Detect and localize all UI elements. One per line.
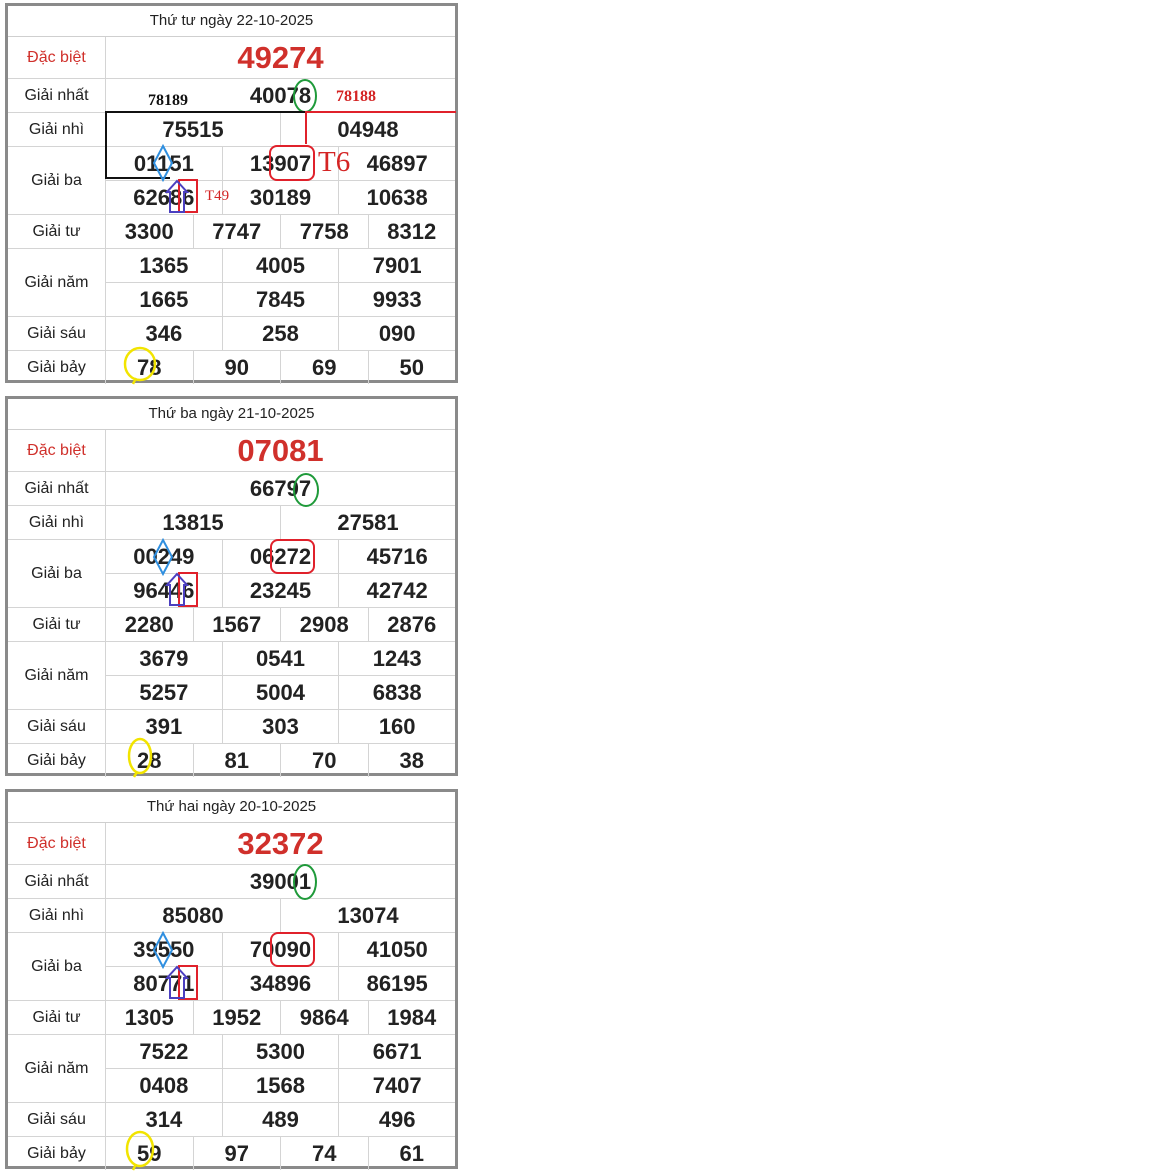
fourth-prize-value: 1567 — [193, 608, 281, 641]
label-special: Đặc biệt — [8, 823, 106, 864]
second-prize-value: 04948 — [280, 113, 455, 146]
fifth-prize-value: 3679 — [139, 645, 189, 671]
second-prize-value: 27581 — [280, 506, 455, 539]
third-prize-value: 39550 — [133, 936, 195, 962]
fifth-prize-value: 1365 — [139, 252, 189, 278]
row-fourth-prize — [8, 608, 455, 642]
fourth-prize-value: 2280 — [124, 611, 174, 637]
label-sixth: Giải sáu — [8, 317, 106, 350]
fifth-prize-value: 5257 — [139, 679, 189, 705]
fifth-prize-value: 7845 — [222, 283, 339, 316]
board-title: Thứ tư ngày 22-10-2025 — [8, 6, 455, 37]
row-first-prize — [8, 472, 455, 506]
fifth-prize-value: 7407 — [338, 1069, 455, 1102]
board-title: Thứ ba ngày 21-10-2025 — [8, 399, 455, 430]
sixth-prize-value: 489 — [222, 1103, 339, 1136]
third-prize-value: 45716 — [338, 540, 455, 573]
fifth-prize-value: 4005 — [222, 249, 339, 282]
third-prize-value: 13907 — [222, 147, 339, 180]
sixth-prize-value: 160 — [338, 710, 455, 743]
fourth-prize-value: 1952 — [193, 1001, 281, 1034]
third-prize-value: 30189 — [222, 181, 339, 214]
result-board-2 — [5, 396, 458, 776]
result-board-3 — [5, 789, 458, 1169]
fifth-prize-value: 7901 — [338, 249, 455, 282]
label-second: Giải nhì — [8, 113, 106, 146]
fourth-prize-value: 1305 — [124, 1004, 174, 1030]
seventh-prize-value: 38 — [368, 744, 456, 777]
third-prize-value: 00249 — [133, 543, 195, 569]
row-third-prize — [8, 147, 455, 215]
row-fourth-prize — [8, 215, 455, 249]
row-third-prize — [8, 933, 455, 1001]
fifth-prize-value: 1568 — [222, 1069, 339, 1102]
first-prize-value: 66797 — [249, 475, 312, 501]
label-third: Giải ba — [8, 147, 106, 214]
board-title: Thứ hai ngày 20-10-2025 — [8, 792, 455, 823]
fifth-prize-value: 0541 — [222, 642, 339, 675]
fourth-prize-value: 2876 — [368, 608, 456, 641]
label-first: Giải nhất — [8, 472, 106, 505]
row-third-prize — [8, 540, 455, 608]
row-seventh-prize — [8, 351, 455, 384]
note-number-right: 78188 — [336, 88, 376, 105]
fourth-prize-value: 3300 — [124, 218, 174, 244]
label-second: Giải nhì — [8, 506, 106, 539]
third-prize-value: 96446 — [133, 577, 195, 603]
label-seventh: Giải bảy — [8, 744, 106, 777]
seventh-prize-value: 74 — [280, 1137, 368, 1170]
seventh-prize-value: 97 — [193, 1137, 281, 1170]
fourth-prize-value: 1984 — [368, 1001, 456, 1034]
row-second-prize — [8, 113, 455, 147]
third-prize-value: 80771 — [133, 970, 195, 996]
label-fifth: Giải năm — [8, 642, 106, 709]
label-special: Đặc biệt — [8, 37, 106, 78]
row-sixth-prize — [8, 1103, 455, 1137]
sixth-prize-value: 258 — [222, 317, 339, 350]
second-prize-value: 75515 — [162, 116, 224, 142]
sixth-prize-value: 496 — [338, 1103, 455, 1136]
note-t49: T49 — [205, 188, 230, 204]
label-fifth: Giải năm — [8, 1035, 106, 1102]
third-prize-value: 41050 — [338, 933, 455, 966]
seventh-prize-value: 28 — [137, 747, 162, 773]
label-first: Giải nhất — [8, 865, 106, 898]
fifth-prize-value: 6671 — [338, 1035, 455, 1068]
seventh-prize-value: 61 — [368, 1137, 456, 1170]
row-fifth-prize — [8, 249, 455, 317]
third-prize-value: 46897 — [338, 147, 455, 180]
label-second: Giải nhì — [8, 899, 106, 932]
seventh-prize-value: 69 — [280, 351, 368, 384]
second-prize-value: 13815 — [162, 509, 224, 535]
fifth-prize-value: 1243 — [338, 642, 455, 675]
special-prize-value: 07081 — [237, 432, 324, 468]
sixth-prize-value: 090 — [338, 317, 455, 350]
special-prize-value: 49274 — [237, 39, 324, 75]
third-prize-value: 10638 — [338, 181, 455, 214]
note-t6: T6 — [318, 146, 351, 178]
second-prize-value: 13074 — [280, 899, 455, 932]
seventh-prize-value: 59 — [137, 1140, 162, 1166]
fourth-prize-value: 2908 — [280, 608, 368, 641]
third-prize-value: 70090 — [222, 933, 339, 966]
fifth-prize-value: 6838 — [338, 676, 455, 709]
label-sixth: Giải sáu — [8, 710, 106, 743]
third-prize-value: 23245 — [222, 574, 339, 607]
fourth-prize-value: 7747 — [193, 215, 281, 248]
label-sixth: Giải sáu — [8, 1103, 106, 1136]
label-special: Đặc biệt — [8, 430, 106, 471]
label-fourth: Giải tư — [8, 608, 106, 641]
row-fourth-prize — [8, 1001, 455, 1035]
first-prize-value: 39001 — [249, 868, 312, 894]
fourth-prize-value: 7758 — [280, 215, 368, 248]
row-special-prize — [8, 823, 455, 865]
third-prize-value: 01151 — [133, 150, 194, 176]
fifth-prize-value: 0408 — [139, 1072, 189, 1098]
label-first: Giải nhất — [8, 79, 106, 112]
fifth-prize-value: 5004 — [222, 676, 339, 709]
seventh-prize-value: 78 — [137, 354, 162, 380]
note-number-left: 78189 — [148, 92, 188, 109]
sixth-prize-value: 314 — [145, 1106, 183, 1132]
sixth-prize-value: 391 — [145, 713, 183, 739]
fourth-prize-value: 9864 — [280, 1001, 368, 1034]
label-third: Giải ba — [8, 933, 106, 1000]
label-seventh: Giải bảy — [8, 1137, 106, 1170]
row-seventh-prize — [8, 1137, 455, 1170]
label-seventh: Giải bảy — [8, 351, 106, 384]
first-prize-value: 40078 — [249, 82, 312, 108]
result-board-1 — [5, 3, 458, 383]
fifth-prize-value: 7522 — [139, 1038, 189, 1064]
third-prize-value: 62686 — [133, 184, 195, 210]
sixth-prize-value: 346 — [145, 320, 183, 346]
row-second-prize — [8, 899, 455, 933]
row-sixth-prize — [8, 317, 455, 351]
label-fourth: Giải tư — [8, 215, 106, 248]
third-prize-value: 06272 — [222, 540, 339, 573]
label-fourth: Giải tư — [8, 1001, 106, 1034]
sixth-prize-value: 303 — [222, 710, 339, 743]
seventh-prize-value: 70 — [280, 744, 368, 777]
seventh-prize-value: 90 — [193, 351, 281, 384]
fourth-prize-value: 8312 — [368, 215, 456, 248]
row-first-prize — [8, 79, 455, 113]
special-prize-value: 32372 — [237, 825, 324, 861]
label-fifth: Giải năm — [8, 249, 106, 316]
row-first-prize — [8, 865, 455, 899]
third-prize-value: 42742 — [338, 574, 455, 607]
row-special-prize — [8, 37, 455, 79]
second-prize-value: 85080 — [162, 902, 224, 928]
row-sixth-prize — [8, 710, 455, 744]
row-special-prize — [8, 430, 455, 472]
fifth-prize-value: 1665 — [139, 286, 189, 312]
row-seventh-prize — [8, 744, 455, 777]
third-prize-value: 86195 — [338, 967, 455, 1000]
seventh-prize-value: 50 — [368, 351, 456, 384]
row-second-prize — [8, 506, 455, 540]
row-fifth-prize — [8, 1035, 455, 1103]
row-fifth-prize — [8, 642, 455, 710]
third-prize-value: 34896 — [222, 967, 339, 1000]
fifth-prize-value: 9933 — [338, 283, 455, 316]
seventh-prize-value: 81 — [193, 744, 281, 777]
fifth-prize-value: 5300 — [222, 1035, 339, 1068]
label-third: Giải ba — [8, 540, 106, 607]
